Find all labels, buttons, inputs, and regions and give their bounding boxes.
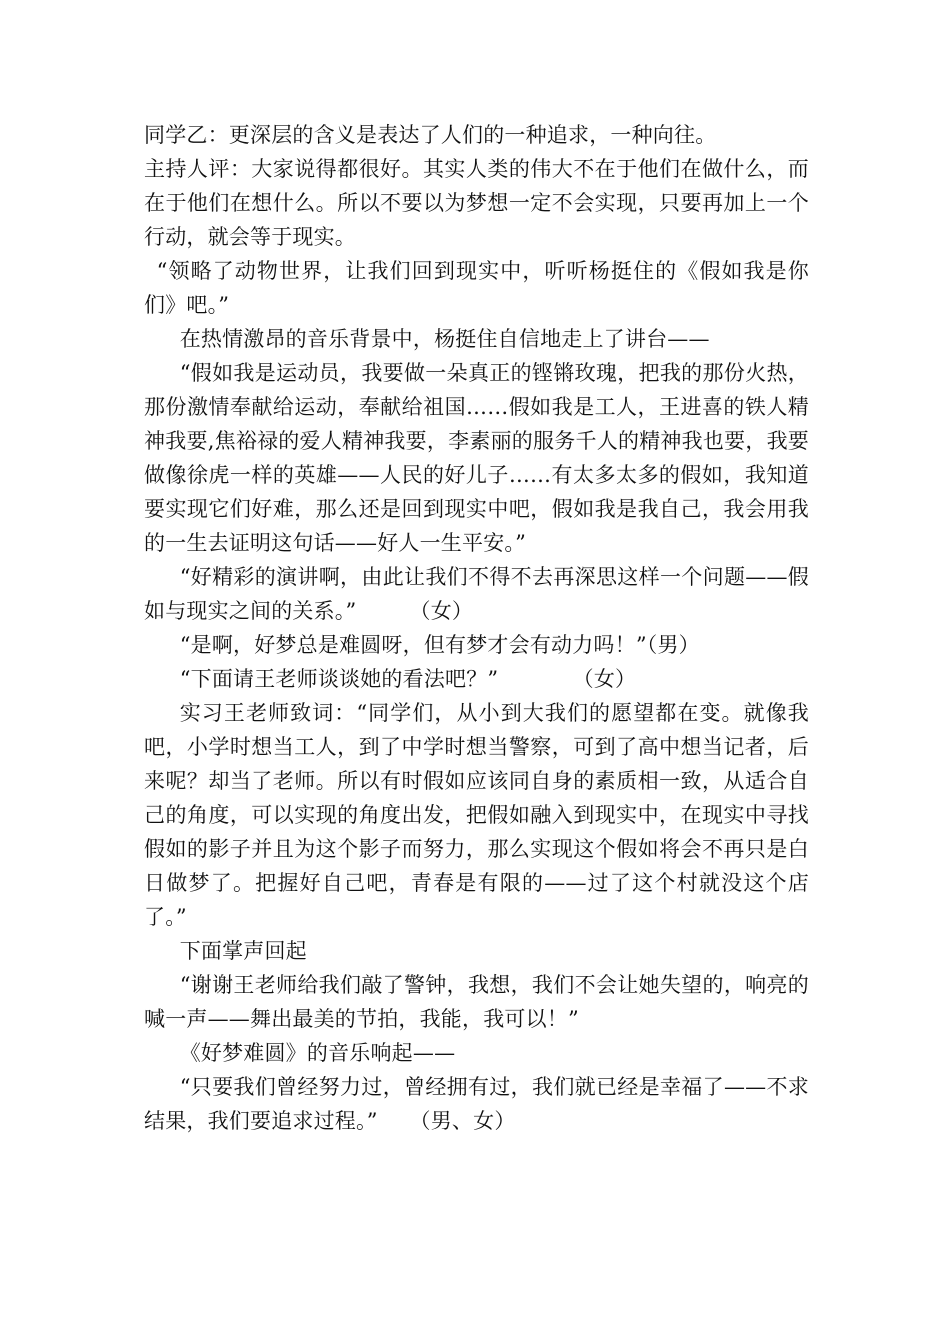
paragraph-invite-teacher: “下面请王老师谈谈她的看法吧？” （女） [179,667,637,691]
paragraph-applause: 下面掌声回起 [179,939,307,963]
paragraph-music-background: 在热情激昂的音乐背景中，杨挺住自信地走上了讲台—— [179,327,710,351]
document-body [144,118,809,1138]
paragraph-music-starts: 《好梦难圆》的音乐响起—— [179,1041,456,1065]
paragraph-animal-world-quote: “领略了动物世界，让我们回到现实中，听听杨挺住的《假如我是你们》吧。” [144,259,809,317]
paragraph-thanks-teacher: “谢谢王老师给我们敲了警钟，我想，我们不会让她失望的，响亮的喊一声——舞出最美的节拍，我能，我可以！” [144,973,809,1031]
paragraph-closing: “只要我们曾经努力过，曾经拥有过，我们就已经是幸福了——不求结果，我们要追求过程。” （男、女） [144,1075,809,1133]
paragraph-host-comment: 主持人评：大家说得都很好。其实人类的伟大不在于他们在做什么，而在于他们在想什么。所以不要以为梦想一定不会实现，只要再加上一个行动，就会等于现实。 [144,157,809,249]
paragraph-speech: “假如我是运动员，我要做一朵真正的铿锵玫瑰，把我的那份火热，那份激情奉献给运动，奉献给祖国……假如我是工人，王进喜的铁人精神我要,焦裕禄的爱人精神我要，李素丽的服务千人的精神我也要，我要做像徐虎一样的英雄——人民的好儿子……有太多太多的假如，我知道要实现它们好难，那么还是回到现实中吧，假如我是我自己，我会用我的一生去证明这句话——好人一生平安。” [144,361,809,555]
paragraph-reflection-female: “好精彩的演讲啊，由此让我们不得不去再深思这样一个问题——假如与现实之间的关系。” （女） [144,565,809,623]
paragraph-teacher-speech: 实习王老师致词：“同学们，从小到大我们的愿望都在变。就像我吧，小学时想当工人，到了中学时想当警察，可到了高中想当记者，后来呢？却当了老师。所以有时假如应该同自身的素质相一致，从适合自己的角度，可以实现的角度出发，把假如融入到现实中，在现实中寻找假如的影子并且为这个影子而努力，那么实现这个假如将会不再只是白日做梦了。把握好自己吧，青春是有限的——过了这个村就没这个店了。” [144,701,809,929]
paragraph-dream-male: “是啊，好梦总是难圆呀，但有梦才会有动力吗！”（男） [179,633,700,657]
paragraph-student-b: 同学乙：更深层的含义是表达了人们的一种追求，一种向往。 [144,123,717,147]
